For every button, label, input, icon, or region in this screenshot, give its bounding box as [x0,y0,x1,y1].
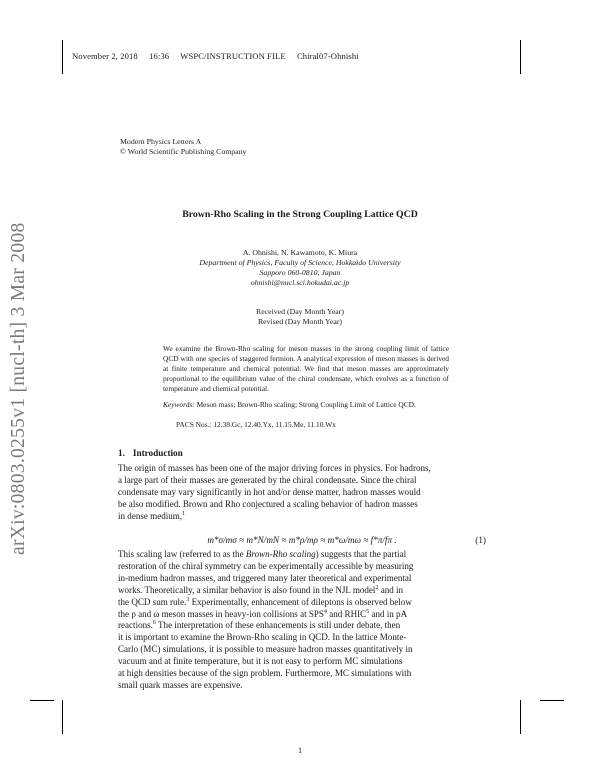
page-number: 1 [297,745,303,755]
text-line: a large part of their masses are generated by the chiral condensate. Since the chiral [118,474,417,485]
paper-title: Brown-Rho Scaling in the Strong Coupling Lattice QCD [182,209,418,220]
authors: A. Ohnishi, N. Kawamoto, K. Miura [242,248,358,257]
equation-1 [118,535,486,549]
crop-mark [520,700,521,734]
journal-name: Modern Physics Letters A [120,137,202,146]
pacs-numbers: PACS Nos.: 12.38.Gc, 12.40.Yx, 11.15.Me, 11.10.Wx [176,420,336,429]
text-line: be also modified. Brown and Rho conjectured a scaling behavior of hadron masses [118,498,418,509]
author-email: ohnishi@nucl.sci.hokudai.ac.jp [250,278,350,287]
text-line: small quark masses are expensive. [118,679,243,690]
journal-copyright: © World Scientific Publishing Company [120,147,247,156]
abstract: We examine the Brown-Rho scaling for meson masses in the strong coupling limit of lattice QCD with one species of staggered fermion. A analytical expression of meson masses is derived at finite temperature and chemical potential. We find that meson masses are approximately proportional to the equilibrium value of the chiral condensate, which evolves as a function of temperature and chemical potential. [163,344,449,394]
paragraph-1 [118,463,486,523]
text-line: at high densities because of the sign problem. Furthermore, MC simulations with [118,668,412,679]
paragraph-2 [118,549,486,692]
text-line: in dense medium,$^1$ [118,510,186,521]
text-line: it is important to examine the Brown-Rho scaling in QCD. In the lattice Monte- [118,632,407,643]
author-block [0,248,600,288]
received-date: Received (Day Month Year) [256,307,344,316]
dates-block [0,307,600,327]
header-file-type: WSPC/INSTRUCTION FILE [180,51,286,61]
keywords-list: Meson mass; Brown-Rho scaling; Strong Coupling Limit of Lattice QCD. [196,400,416,409]
text-line: condensate may vary significantly in hot and/or dense matter, hadron masses would [118,486,421,497]
citation: 1 [182,510,186,517]
text-line: the QCD sum rule.$^3$ Experimentally, enhancement of dileptons is observed below [118,596,412,607]
equation-math: m*σ/mσ ≈ m*N/mN ≈ m*ρ/mρ ≈ m*ω/mω ≈ f*π/fπ . [207,535,397,545]
text-line: the ρ and ω meson masses in heavy-ion collisions at SPS$^4$ and RHIC$^5$ and in pA [118,608,408,619]
equation-number: (1) [475,535,486,545]
affiliation-city: Sapporo 060-0810, Japan [259,268,341,277]
crop-mark [62,700,63,734]
crop-mark [540,700,564,701]
text-line: in-medium hadron masses, and triggered many later theoretical and experimental [118,572,412,583]
crop-mark [30,700,54,701]
crop-mark [520,40,521,74]
text-line: This scaling law (referred to as the Brown-Rho scaling) suggests that the partial [118,549,407,559]
revised-date: Revised (Day Month Year) [257,317,343,326]
text-line: restoration of the chiral symmetry can be experimentally accessible by measuring [118,560,414,571]
header-file-name: Chiral07-Ohnishi [296,51,359,61]
text-line: vacuum and at finite temperature, but it is not easy to perform MC simulations [118,656,403,667]
header-time: 16:36 [149,51,170,61]
text-line: Carlo (MC) simulations, it is possible to measure hadron masses quantitatively in [118,644,413,655]
text-line: The origin of masses has been one of the major driving forces in physics. For hadrons, [118,463,431,473]
keywords-label: Keywords: [163,400,195,409]
crop-mark [62,40,63,74]
keywords [163,400,449,410]
text-line: works. Theoretically, a similar behavior is also found in the NJL model$^2$ and in [118,584,404,595]
section-title: Introduction [132,448,183,458]
section-heading [118,448,183,458]
running-header [72,51,368,61]
header-date: November 2, 2018 [72,51,138,61]
section-number: 1. [118,448,125,458]
arxiv-stamp: arXiv:0803.0255v1 [nucl-th] 3 Mar 2008 [8,222,29,555]
affiliation-department: Department of Physics, Faculty of Science, Hokkaido University [199,258,401,267]
text-line: reactions.$^6$ The interpretation of these enhancements is still under debate, then [118,620,401,631]
journal-info [120,137,246,157]
